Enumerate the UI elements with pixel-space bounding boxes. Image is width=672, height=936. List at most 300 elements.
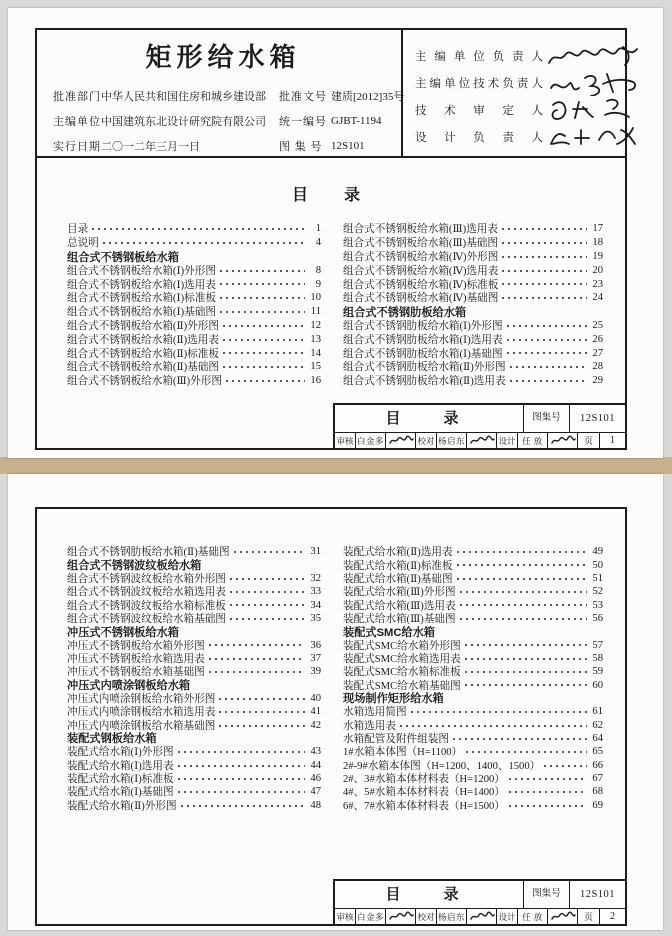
signature-scribble (388, 435, 414, 447)
toc-entry-page: 67 (592, 773, 603, 785)
toc-entry (67, 692, 321, 705)
toc-entry (67, 732, 321, 745)
header-title-area (37, 30, 403, 156)
toc-entry-text: 组合式不锈钢波纹板给水箱 (67, 560, 202, 573)
toc-entry (343, 572, 603, 585)
toc-entry-text: 1#水箱本体图（H=1100） (343, 747, 463, 759)
dot-leader (217, 692, 305, 705)
atlas-number-value: 12S101 (569, 405, 625, 432)
signature-scribble (550, 435, 576, 447)
toc-entry-text: 组合式不锈钢肋板给水箱(Ⅰ)外形图 (343, 320, 503, 332)
title-block-credit-row (335, 908, 625, 924)
toc-entry (343, 652, 603, 665)
toc-entry-text: 冲压式内喷涂钢板给水箱选用表 (67, 707, 216, 719)
toc-entry-text: 装配式SMC给水箱选用表 (343, 653, 461, 665)
dot-leader (398, 718, 587, 731)
dot-leader (224, 374, 305, 388)
toc-entry-text: 组合式不锈钢板给水箱(Ⅲ)基础图 (343, 238, 498, 250)
dot-leader (458, 612, 587, 625)
toc-entry (343, 718, 603, 731)
atlas-number-label: 图集号 (523, 881, 569, 908)
dot-leader (455, 545, 587, 558)
info-label: 统一编号 (279, 115, 327, 128)
info-value: 12S101 (331, 139, 365, 152)
toc-entry-text: 组合式不锈钢肋板给水箱(Ⅰ)基础图 (343, 348, 503, 360)
credit-person-name: 任 放 (518, 909, 548, 924)
toc-column-right (343, 545, 603, 812)
toc-entry-page: 37 (310, 652, 321, 664)
toc-entry-page: 58 (592, 652, 603, 664)
dot-leader (464, 745, 587, 758)
toc-entry-text: 总说明 (67, 238, 99, 250)
credit-cell-group (497, 909, 578, 924)
info-label: 图 集 号 (279, 140, 323, 153)
signature-row (415, 69, 641, 96)
toc-entry (67, 652, 321, 665)
toc-entry-text: 装配式给水箱(Ⅲ)选用表 (343, 600, 456, 612)
title-block-credit-row (335, 432, 625, 448)
dot-leader (507, 772, 587, 785)
toc-entry-text: 装配式给水箱(Ⅰ)标准板 (67, 774, 174, 786)
toc-entry-page: 47 (310, 786, 321, 798)
toc-entry-page: 17 (592, 223, 603, 235)
credit-role-label: 设计 (497, 433, 518, 448)
toc-entry (67, 291, 321, 305)
toc-entry (67, 585, 321, 598)
toc-entry-text: 组合式不锈钢波纹板给水箱选用表 (67, 587, 226, 599)
approval-info-row (53, 133, 393, 158)
credit-cell-group (335, 433, 416, 448)
toc-entry-text: 组合式不锈钢板给水箱(Ⅰ)选用表 (67, 279, 216, 291)
toc-entry-text: 2#-9#水箱本体图（H=1200、1400、1500） (343, 760, 541, 772)
toc-entry (343, 665, 603, 678)
toc-entry-page: 18 (592, 237, 603, 249)
dot-leader (218, 305, 305, 319)
dot-leader (458, 585, 587, 598)
toc-entry (67, 360, 321, 374)
toc-entry-text: 组合式不锈钢板给水箱(Ⅳ)标准板 (343, 279, 499, 291)
toc-entry-page: 12 (310, 319, 321, 331)
toc-entry-text: 装配式给水箱(Ⅱ)外形图 (67, 800, 177, 812)
signature-scribble (545, 70, 641, 96)
info-value: GJBT-1194 (331, 114, 382, 127)
credit-role-label: 审核 (335, 433, 356, 448)
info-value: 中华人民共和国住房和城乡建设部 (101, 90, 266, 103)
page-gap-band (0, 457, 672, 474)
toc-entry-text: 组合式不锈钢板给水箱(Ⅲ)外形图 (67, 376, 222, 388)
credit-role-label: 设计 (497, 909, 518, 924)
toc-entry (343, 799, 603, 812)
dot-leader (451, 732, 587, 745)
toc-entry (67, 374, 321, 388)
toc-entry (343, 346, 603, 360)
toc-entry-page: 23 (592, 278, 603, 290)
dot-leader (228, 612, 305, 625)
credit-signature (548, 909, 578, 924)
title-block (333, 879, 627, 926)
dot-leader (505, 319, 587, 333)
dot-leader (455, 572, 587, 585)
signature-scribble (469, 435, 495, 447)
dot-leader (500, 222, 587, 236)
toc-entry-text: 6#、7#水箱本体材料表（H=1500） (343, 800, 505, 812)
credit-signature (467, 433, 497, 448)
toc-entry-page: 66 (592, 759, 603, 771)
credit-cell-group (335, 909, 416, 924)
dot-leader (176, 745, 305, 758)
toc-entry-text: 装配式给水箱(Ⅰ)外形图 (67, 747, 174, 759)
toc-entry-page: 43 (310, 746, 321, 758)
toc-entry-page: 31 (310, 546, 321, 558)
toc-entry-page: 44 (310, 759, 321, 771)
title-block-title: 目 录 (385, 410, 473, 427)
toc-entry (67, 785, 321, 798)
credit-role-label: 审核 (335, 909, 356, 924)
toc-entry-page: 39 (310, 666, 321, 678)
dot-leader (207, 638, 305, 651)
toc-entry-page: 32 (310, 572, 321, 584)
toc-entry-text: 冲压式不锈钢板给水箱基础图 (67, 667, 205, 679)
dot-leader (176, 772, 305, 785)
toc-entry (67, 222, 321, 236)
toc-entry-text: 冲压式不锈钢板给水箱外形图 (67, 640, 205, 652)
credit-person-name: 任 放 (518, 433, 548, 448)
toc-entry-text: 组合式不锈钢波纹板给水箱基础图 (67, 613, 226, 625)
toc-entry (67, 572, 321, 585)
toc-entry-page: 35 (310, 612, 321, 624)
page-label: 页 (578, 909, 600, 924)
toc-entry (343, 360, 603, 374)
signature-scribble (545, 43, 641, 69)
toc-entry-text: 组合式不锈钢肋板给水箱(Ⅱ)基础图 (67, 547, 230, 559)
toc-entry-page: 65 (592, 746, 603, 758)
signature-role-label: 设计负责人 (415, 131, 543, 144)
signature-scribble (388, 911, 414, 923)
dot-leader (207, 665, 305, 678)
toc-entry-page: 51 (592, 572, 603, 584)
dot-leader (232, 545, 305, 558)
dot-leader (176, 759, 305, 772)
toc-entry (343, 705, 603, 718)
toc-entry-text: 组合式不锈钢板给水箱(Ⅱ)基础图 (67, 362, 219, 374)
dot-leader (507, 799, 587, 812)
toc-entry-page: 14 (310, 347, 321, 359)
toc-entry (67, 277, 321, 291)
toc-entry (67, 558, 321, 571)
toc-entry-page: 29 (592, 375, 603, 387)
signature-scribble (550, 911, 576, 923)
toc-entry-text: 装配式SMC给水箱外形图 (343, 640, 461, 652)
toc-entry-text: 水箱选用表 (343, 720, 396, 732)
toc-entry (67, 263, 321, 277)
signature-role-label: 主编单位技术负责人 (415, 77, 543, 90)
toc-entry-text: 装配式给水箱(Ⅱ)选用表 (343, 547, 453, 559)
document-title: 矩形给水箱 (145, 42, 301, 72)
toc-entry-page: 13 (310, 333, 321, 345)
toc-entry-page: 8 (315, 264, 321, 276)
toc-entry-page: 9 (315, 278, 321, 290)
toc-entry (67, 705, 321, 718)
toc-entry-text: 现场制作矩形给水箱 (343, 693, 444, 706)
dot-leader (463, 665, 587, 678)
signature-panel (403, 30, 647, 156)
dot-leader (228, 598, 305, 611)
dot-leader (217, 718, 305, 731)
toc-entry (343, 319, 603, 333)
toc-entry-text: 冲压式内喷涂钢板给水箱外形图 (67, 693, 216, 705)
toc-entry-text: 组合式不锈钢板给水箱(Ⅲ)选用表 (343, 224, 498, 236)
credit-person-name: 白金多 (356, 433, 386, 448)
toc-entry (67, 305, 321, 319)
atlas-number-label: 图集号 (523, 405, 569, 432)
toc-entry-page: 41 (310, 706, 321, 718)
toc-entry (343, 585, 603, 598)
toc-entry-page: 28 (592, 361, 603, 373)
toc-entry (67, 678, 321, 691)
info-label: 批准部门 (53, 90, 101, 103)
document-page-1 (8, 8, 663, 458)
dot-leader (218, 291, 305, 305)
dot-leader (455, 558, 587, 571)
toc-entry-text: 组合式不锈钢板给水箱(Ⅳ)外形图 (343, 252, 499, 263)
toc-entry-text: 装配式给水箱(Ⅱ)标准板 (343, 560, 453, 572)
dot-leader (228, 585, 305, 598)
toc-entry (343, 236, 603, 250)
dot-leader (542, 759, 587, 772)
toc-entry-page: 64 (592, 732, 603, 744)
toc-entry (343, 250, 603, 264)
dot-leader (508, 360, 587, 374)
toc-entry-page: 36 (310, 639, 321, 651)
toc-entry-text: 冲压式内喷涂钢板给水箱 (67, 680, 191, 693)
credit-cell-group (497, 433, 578, 448)
toc-entry (343, 625, 603, 638)
toc-entry-page: 48 (310, 799, 321, 811)
toc-entry-page: 69 (592, 799, 603, 811)
dot-leader (221, 346, 305, 360)
toc-entry-text: 装配式给水箱(Ⅰ)基础图 (67, 787, 174, 799)
dot-leader (500, 250, 587, 264)
info-value: 二〇一二年三月一日 (101, 140, 200, 153)
toc-entry (67, 745, 321, 758)
toc-entry (343, 759, 603, 772)
toc-entry (67, 772, 321, 785)
drawing-frame (35, 28, 627, 450)
toc-entry (67, 759, 321, 772)
toc-entry (67, 638, 321, 651)
toc-entry-text: 组合式不锈钢板给水箱(Ⅰ)标准板 (67, 293, 216, 305)
toc-entry-page: 25 (592, 319, 603, 331)
toc-heading: 目 录 (291, 187, 370, 204)
toc-column-right (343, 222, 603, 388)
toc-entry-text: 装配式给水箱(Ⅲ)外形图 (343, 587, 456, 599)
dot-leader (500, 291, 587, 305)
approval-info (53, 83, 405, 158)
toc-entry (343, 277, 603, 291)
toc-entry (343, 692, 603, 705)
toc-column-left (67, 545, 321, 812)
dot-leader (508, 374, 587, 388)
toc-entry-page: 33 (310, 586, 321, 598)
toc-entry-text: 4#、5#水箱本体材料表（H=1400） (343, 787, 505, 799)
toc-entry-text: 装配式SMC给水箱标准板 (343, 667, 461, 679)
toc-entry-text: 水箱选用简图 (343, 707, 407, 719)
toc-entry-page: 34 (310, 599, 321, 611)
toc-entry (343, 332, 603, 346)
toc-entry (67, 332, 321, 346)
toc-entry-text: 组合式不锈钢板给水箱(Ⅱ)外形图 (67, 320, 219, 332)
toc-entry-text: 2#、3#水箱本体材料表（H=1200） (343, 774, 505, 786)
toc-entry-page: 50 (592, 559, 603, 571)
toc-entry (67, 250, 321, 264)
page-number: 1 (610, 435, 615, 446)
toc-entry-page: 62 (592, 719, 603, 731)
info-label: 实行日期 (53, 140, 101, 153)
toc-entry-page: 1 (315, 223, 321, 235)
credit-signature (467, 909, 497, 924)
toc-entry (67, 598, 321, 611)
signature-scribble (545, 97, 641, 123)
toc-entry (343, 745, 603, 758)
dot-leader (218, 263, 305, 277)
toc-entry (343, 305, 603, 319)
toc-entry (343, 772, 603, 785)
dot-leader (507, 785, 587, 798)
dot-leader (463, 652, 587, 665)
toc-entry-text: 组合式不锈钢肋板给水箱(Ⅱ)外形图 (343, 362, 506, 374)
toc-entry-text: 冲压式内喷涂钢板给水箱基础图 (67, 720, 216, 732)
dot-leader (500, 263, 587, 277)
toc-entry-page: 59 (592, 666, 603, 678)
signature-scribble (469, 911, 495, 923)
signature-role-label: 主编单位负责人 (415, 50, 543, 63)
toc-entry-page: 4 (315, 237, 321, 249)
title-header-band (37, 30, 625, 158)
signature-scribble (545, 124, 641, 150)
toc-entry-page: 53 (592, 599, 603, 611)
toc-entry-page: 11 (310, 306, 321, 318)
toc-entry-text: 组合式不锈钢肋板给水箱(Ⅰ)选用表 (343, 334, 503, 346)
toc-entry-page: 10 (310, 292, 321, 304)
signature-role-label: 技术审定人 (415, 104, 543, 117)
dot-leader (409, 705, 587, 718)
dot-leader (221, 319, 305, 333)
drawing-frame (35, 507, 627, 926)
toc-entry-text: 装配式给水箱(Ⅰ)选用表 (67, 760, 174, 772)
dot-leader (458, 598, 587, 611)
toc-entry-text: 组合式不锈钢肋板给水箱(Ⅱ)选用表 (343, 376, 506, 388)
dot-leader (500, 277, 587, 291)
toc-column-left (67, 222, 321, 388)
toc-entry-page: 68 (592, 786, 603, 798)
dot-leader (505, 332, 587, 346)
credit-person-name: 白金多 (356, 909, 386, 924)
toc-entry-page: 16 (310, 375, 321, 387)
signature-row (415, 96, 641, 123)
toc-entry (343, 598, 603, 611)
credit-person-name: 杨启东 (437, 433, 467, 448)
title-block-main-row (335, 405, 625, 432)
toc-entry-page: 56 (592, 612, 603, 624)
title-block (333, 403, 627, 450)
toc-entry-text: 水箱配管及附件组装图 (343, 733, 449, 745)
info-value: 中国建筑东北设计研究院有限公司 (101, 115, 266, 128)
toc-entry-text: 冲压式不锈钢板给水箱 (67, 626, 179, 639)
toc-entry-text: 组合式不锈钢板给水箱(Ⅳ)基础图 (343, 293, 499, 305)
toc-entry-page: 20 (592, 264, 603, 276)
dot-leader (221, 360, 305, 374)
toc-entry-page: 52 (592, 586, 603, 598)
title-block-title: 目 录 (385, 886, 473, 903)
dot-leader (463, 678, 587, 691)
dot-leader (179, 799, 305, 812)
info-label: 批准文号 (279, 90, 327, 103)
toc-entry (343, 222, 603, 236)
toc-entry-page: 27 (592, 347, 603, 359)
dot-leader (218, 277, 305, 291)
toc-entry-text: 组合式不锈钢波纹板给水箱标准板 (67, 600, 226, 612)
toc-entry-text: 目录 (67, 224, 89, 236)
toc-entry (343, 638, 603, 651)
toc-entry (67, 799, 321, 812)
dot-leader (176, 785, 305, 798)
toc-entry-text: 装配式给水箱(Ⅲ)基础图 (343, 613, 456, 625)
signature-row (415, 42, 641, 69)
toc-entry-page: 42 (310, 719, 321, 731)
atlas-number-value: 12S101 (569, 881, 625, 908)
toc-entry-text: 组合式不锈钢板给水箱(Ⅳ)选用表 (343, 265, 499, 277)
toc-entry-text: 装配式给水箱(Ⅱ)基础图 (343, 573, 453, 585)
document-page-2 (8, 474, 663, 930)
credit-signature (386, 909, 416, 924)
toc-entry-text: 装配式SMC给水箱基础图 (343, 680, 461, 692)
page-label: 页 (578, 433, 600, 448)
dot-leader (228, 572, 305, 585)
signature-row (415, 123, 641, 150)
toc-entry (67, 319, 321, 333)
page-number: 2 (610, 911, 615, 922)
toc-entry-text: 组合式不锈钢板给水箱(Ⅰ)外形图 (67, 265, 216, 277)
credit-person-name: 杨启东 (437, 909, 467, 924)
dot-leader (90, 222, 305, 236)
toc-entry (343, 732, 603, 745)
toc-entry-text: 组合式不锈钢板给水箱(Ⅱ)标准板 (67, 348, 219, 360)
toc-entry-page: 57 (592, 639, 603, 651)
toc-entry (343, 785, 603, 798)
approval-info-row (53, 83, 405, 108)
toc-entry-text: 组合式不锈钢肋板给水箱 (343, 306, 467, 319)
toc-entry-text: 冲压式不锈钢板给水箱选用表 (67, 653, 205, 665)
toc-entry-text: 组合式不锈钢波纹板给水箱外形图 (67, 573, 226, 585)
dot-leader (500, 236, 587, 250)
dot-leader (463, 638, 587, 651)
toc-entry (343, 558, 603, 571)
title-block-main-row (335, 881, 625, 908)
toc-entry-page: 24 (592, 292, 603, 304)
credit-cell-group (416, 909, 497, 924)
approval-info-row (53, 108, 393, 133)
toc-entry-text: 装配式SMC给水箱 (343, 626, 435, 639)
toc-entry (343, 263, 603, 277)
dot-leader (217, 705, 305, 718)
toc-entry-page: 60 (592, 679, 603, 691)
toc-entry-text: 组合式不锈钢板给水箱(Ⅱ)选用表 (67, 334, 219, 346)
toc-entry-text: 组合式不锈钢板给水箱(Ⅰ)基础图 (67, 307, 216, 319)
toc-entry-page: 49 (592, 546, 603, 558)
toc-entry-page: 61 (592, 706, 603, 718)
credit-signature (548, 433, 578, 448)
toc-entry-text: 装配式钢板给水箱 (67, 733, 157, 746)
